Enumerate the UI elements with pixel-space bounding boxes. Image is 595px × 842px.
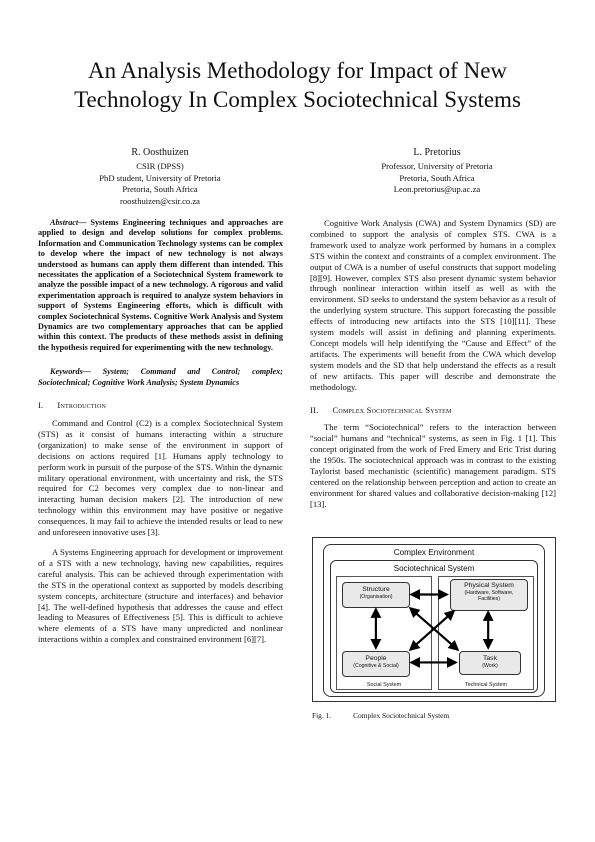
section-title: Complex Sociotechnical System: [332, 404, 452, 415]
author-block-2: [337, 146, 537, 196]
author-affiliation: Professor, University of Pretoria: [381, 161, 493, 171]
cwa-sd-paragraph: Cognitive Work Analysis (CWA) and System Dynamics (SD) are combined to support the analysis of complex STS. CWA is a framework used to analyze work performed by humans in a complex STS within the context and constraints of a complex environment. The output of CWA is a number of useful constructs that support modeling [8][9]. However, complex STS also present dynamic system behavior through nonlinear interaction within itself as well as with the environment. SD seeks to understand the system behavior as a result of the underlying system structure. This support forecasting the possible effects of introducing new artifacts into the STS [10][11]. These system models will assist in defining and planning experiments. Concept models will help identifying the “Cause and Effect” of the artifacts. The experiments will benefit from the CWA which develop system models and the SD that help understand the effects as a result of new artifacts. This paper will describe and demonstrate the methodology.: [310, 218, 556, 392]
structure-title: Structure: [362, 586, 390, 593]
abstract: [38, 218, 283, 353]
figure-1: [312, 537, 556, 702]
section-heading-intro: [38, 400, 283, 411]
complex-environment-box: [323, 544, 545, 697]
left-column: [38, 218, 283, 645]
complex-environment-title: Complex Environment: [393, 548, 475, 557]
social-system-label: Social System: [366, 682, 402, 688]
technical-system-label: Technical System: [465, 682, 507, 688]
section-number: II.: [310, 404, 319, 415]
complex-paragraph-1: The term “Sociotechnical” refers to the interaction between “social” humans and “technical” systems, as seen in Fig. 1 [1]. This concept originated from the work of Fred Emery and Eric Trist during the 1950s. The sociotechnical approach was in contrast to the existing Taylorist based mechanistic (scientific) management paradigm. STS centered on the relationship between perception and action to create an environment for shared values and collaborative decision-making [12][13].: [310, 422, 556, 509]
paper-title: [40, 56, 555, 114]
section-title: Introduction: [57, 400, 107, 411]
title-line-1: An Analysis Methodology for Impact of New: [87, 58, 508, 83]
author-location: Pretoria, South Africa: [122, 184, 198, 194]
author-affiliation: CSIR (DPSS): [136, 161, 184, 171]
physical-system-title: Physical System: [464, 582, 514, 589]
intro-paragraph-2: A Systems Engineering approach for development or improvement of a STS with a new technology, having new capabilities, requires careful analysis. This can be achieved through experimentation with the STS in the operational context as supported by models describing system concepts, architecture (structure and interfaces) and behavior [4]. The well-defined hypothesis that addresses the cause and effect leading to Measures of Effectiveness [5]. This is difficult to achieve where elements of a STS have many unpredicted and nonlinear interactions within a complex and constrained environment [6][7].: [38, 546, 283, 645]
keywords-label: Keywords: [50, 367, 83, 377]
figure-caption-text: Complex Sociotechnical System: [353, 711, 450, 720]
people-title: People: [365, 655, 387, 662]
structure-subtitle: (Organisation): [359, 594, 393, 600]
author-email: roosthuizen@csir.co.za: [120, 195, 200, 206]
task-title: Task: [483, 655, 497, 662]
arrow-people-physical: [410, 611, 453, 649]
author-name: L. Pretorius: [413, 147, 461, 158]
sociotechnical-system-box: [330, 560, 538, 693]
task-subtitle: (Work): [482, 663, 498, 669]
section-heading-complex: [310, 405, 556, 416]
title-line-2: Technology In Complex Sociotechnical Systems: [74, 87, 521, 112]
physical-system-subtitle-2: Facilities): [478, 596, 500, 603]
author-affiliation: PhD student, University of Pretoria: [99, 172, 221, 183]
figure-caption: [312, 711, 449, 720]
sociotechnical-system-title: Sociotechnical System: [393, 564, 475, 573]
author-name: R. Oosthuizen: [131, 147, 189, 158]
keywords: [38, 367, 283, 388]
figure-caption-label: Fig. 1.: [312, 711, 332, 720]
abstract-label: Abstract: [50, 218, 79, 227]
abstract-text: — Systems Engineering techniques and approaches are applied to design and develop solutions for complex problems. Information and Communication Technology systems can be complex to develop where the impact of new technology is not always understood as humans can apply them different than intended. This necessitates the application of a Sociotechnical System framework to analyze the possible impact of a new technology. A rigorous and valid experimentation approach is required to analyze system behaviors in support of Systems Engineering efforts, which is difficult with complex Sociotechnical Systems. Cognitive Work Analysis and System Dynamics are two complementary approaches that can be applied within this context. The products of these methods assist in defining the hypothesis required for experimenting with the new technology.: [38, 218, 283, 352]
right-column: [310, 218, 556, 510]
author-email: Leon.pretorius@up.ac.za: [393, 184, 481, 194]
author-block-1: [60, 146, 260, 207]
author-location: Pretoria, South Africa: [399, 172, 475, 183]
section-number: I.: [38, 400, 44, 411]
people-subtitle: (Cognitive & Social): [353, 663, 399, 669]
relationship-arrows: [331, 561, 537, 692]
physical-system-subtitle-1: (Hardware, Software,: [464, 590, 514, 596]
intro-paragraph-1: Command and Control (C2) is a complex Sociotechnical System (STS) as it consist of humans interacting within a structure (organization) to make sense of the environment in support of decisions on actions required [1]. Humans apply technology to perform work in pursuit of the purpose of the STS. Within the dynamic military operational environment, with uncertainty and risk, the STS required for C2 becomes very complex due to non-linear and interacting human decision makers [2]. The introduction of new technology within this environment may have positive or negative consequences. It may fail to achieve the intended results or lead to new and unforeseen innovative uses [3].: [38, 418, 283, 538]
keywords-text: — System; Command and Control; complex; Sociotechnical; Cognitive Work Analysis; System Dynamics: [38, 367, 283, 387]
